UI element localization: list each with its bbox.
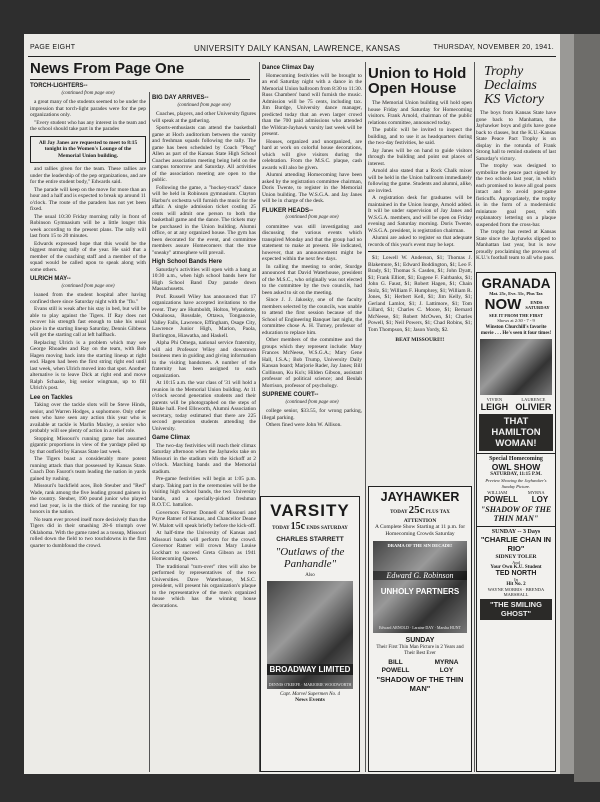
paragraph: A registration desk for graduates will be maintained in the Union lounge, Arnold added. It will be under supervision of Jay Janes and W.S.G.A. members, and will be open on Friday evening and Saturday morning. Doris Twente, W.S.G.A. president, is registration chairman.	[368, 195, 472, 234]
paragraph: Coaches, players, and other University figures will speak at the gathering.	[152, 111, 256, 124]
granada-name: GRANADA	[481, 276, 551, 291]
paragraph: Arnold also stated that a Rock Chalk mixer will be held in the Union ballroom immediately following the game. Students and alumni, alike, are invited.	[368, 168, 472, 194]
in-text: In	[514, 577, 518, 582]
paragraph: In calling the meeting to order, Sturdge announced that David Waterhouse, president of the M.S.C., who originally was not elected to the committee by the two councils, had been asked to sit on the meeting.	[262, 263, 362, 296]
morris-marshall: WAYNE MORRIS · BRENDA MARSHALL	[487, 587, 545, 597]
headline-rule	[30, 79, 250, 80]
paragraph: Houses, organized and unorganized, are hard at work on colorful house decorations, which will give visitors during the celebration. From the M.S.C. plaque, cash awards will also be given.	[262, 138, 362, 171]
owl-actor1-last: POWELL	[483, 495, 519, 504]
paragraph: Following the game, a "hockey-track" dance will be held in Robinson gymnasium. Clayton Harbur's orchestra will furnish the music for the affair. A single admission ticket costing 25 cents will admit one person to both the basketball game and the dance. The tickets may be purchased in the Union building. Alumni office, or at any organized house. The gym has been decorated for the event, and committee members assure Homecomers that the true "sneaky" atmosphere will prevail.	[152, 184, 256, 256]
varsity-serial: Capt. Marvel Supermen No. 4	[280, 692, 340, 697]
actor-first-name: BILL	[388, 659, 403, 666]
continued-note: (continued from page one)	[285, 399, 339, 405]
paragraph: a great many of the students seemed to be under the impression that torch-light parades were for the pep organizations only.	[30, 99, 146, 118]
ku-student: Your Own K.U. Student	[490, 565, 542, 570]
jayhawker-special-show: A Complete Show Starting at 11 p.m. for Homecoming Crowds Saturday	[374, 524, 466, 537]
paragraph: At half-time the University of Kansas and Missouri bands will perform for the crowd. Governor Ratner will crown Mary Louise Lockhart to succeed Greta Gibson as 1941 Homecoming Queen.	[152, 530, 256, 562]
newspaper-page	[24, 34, 560, 774]
jayhawker-name: JAYHAWKER	[380, 490, 460, 504]
paragraph: Saturday's activities will open with a bang at 10:30 a.m., when high school bands here for High School Band Day parade down Massachusetts.	[152, 266, 256, 292]
jayhawker-attention: ATTENTION	[403, 518, 437, 524]
paragraph: Replacing Ulrich is a problem which may see George Rhoades and Ray on the team, with Bob Hagen moving back into the starting lineup at right end. Hagen had been the first string right end until last week, when Ulrich moved into that spot. Another alternative is to leave Dick at right end and move Ralph Schaake, big senior wingman, up to fill Ulrich's post.	[30, 339, 146, 391]
varsity-theater-ad	[260, 496, 360, 772]
granada-prices: Mat. 25c, Eve. 31c, Plus Tax	[489, 291, 543, 296]
poster-cast: Edward ARNOLD · Laraine DAY · Marsha HUNT	[378, 625, 462, 630]
paper-title: UNIVERSITY DAILY KANSAN, LAWRENCE, KANSAS	[194, 44, 401, 53]
hamilton-title-1: THAT	[503, 416, 529, 427]
paragraph: Sports-enthusiasts can attend the basketball game at Hoch auditorium between the varsity and freshman squads following the rally. The game has been scheduled by Coach "Phog" Allen as part of the Kansas State High School Coaches association meeting being held on the campus tomorrow and Saturday. All activities of the association meeting are open to the public.	[152, 125, 256, 183]
subhead-bands: High School Bands Here	[152, 259, 223, 265]
paragraph: Alpha Phi Omega, national service fraternity, will aid Professor Wiley and downtown business men in guiding and giving information to the visiting bandsmen. A number of the fraternity has been assigned to each organization.	[152, 340, 256, 379]
jayhawker-tax: PLUS TAX	[425, 510, 450, 515]
hamilton-title-3: WOMAN!	[495, 438, 537, 449]
jay-janes-notice: All Jay Janes are requested to meet to 8:15 tonight in the Women's Lounge of the Memorial Union building.	[30, 136, 146, 164]
subhead-tackles: Lee on Tackles	[30, 394, 73, 401]
paragraph: The trophy was designed to symbolize the peace pact signed by the two schools last year, in which each promised to leave all goal posts intact and to avoid post-game fisticuffs. Appropriately, the trophy is in the form of a modernistic miniature goal post, with explanatory lettering on a plaque suspended from the cross-bar.	[476, 163, 556, 228]
unholy-partners-poster	[373, 541, 467, 633]
varsity-news: News Events	[295, 697, 325, 703]
owl-actor2: MYRNA	[527, 490, 545, 495]
paragraph: loaned from the student hospital after having confined there since Saturday night with the "flu."	[30, 292, 146, 305]
varsity-ends: ENDS SATURDAY	[306, 526, 348, 531]
actor-last-name: POWELL	[381, 666, 410, 674]
sidney-toler: SIDNEY TOLER	[495, 554, 537, 560]
varsity-feature: BROADWAY LIMITED	[267, 664, 353, 675]
jayhawker-thin-man-title: "SHADOW OF THE THIN MAN"	[376, 675, 464, 693]
column-4	[368, 62, 472, 477]
page-number: PAGE EIGHT	[30, 44, 76, 51]
trophy-headline-3: KS Victory	[484, 92, 545, 107]
paragraph: The Memorial Union building will hold open house Friday and Saturday for Homecoming visitors. Frank Arnold, chairman of the public relations committee, announced today.	[368, 100, 472, 126]
granada-churchill: Winston Churchill's favorite movie . . . He's seen it four times!	[480, 325, 552, 336]
special-homecoming: Special Homecoming	[489, 456, 543, 462]
page-edge-shadow	[560, 34, 574, 774]
varsity-price: 15c	[290, 521, 306, 532]
column-divider	[149, 92, 150, 772]
paragraph: and rallies given for the team. These rallies are under the leadership of the pep organizations, and are for the entire student body," Edwards said.	[30, 166, 146, 185]
varsity-today: TODAY	[272, 526, 290, 531]
paragraph: Stopping Missouri's running game has assumed gigantic proportions in view of the yardage piled up by that outfield by Kansas State last week.	[30, 435, 146, 455]
continued-note: (continued from page one)	[61, 283, 115, 289]
paragraph: No team ever proved itself more decisively than the Tigers did in their smashing 28-6 triumph over Oklahoma. With the game rated as a tossup, Missouri rolled down the field to two touchdowns in the first quarter to dumbfound the crowd.	[30, 516, 146, 549]
column-divider	[474, 62, 475, 772]
granada-actor2-last: OLIVIER	[515, 402, 552, 412]
actor-last-name: LOY	[439, 666, 454, 674]
paragraph: Evans still is weak after his stay in bed, but will be able to play against the Tigers. If Ray does not recover his strength fast enough to take his usual place in the starting lineup Saturday, Dennis Gibbens will get the starting call at left halfback.	[30, 306, 146, 338]
paragraph: The public will be invited to inspect the building, and to use it as headquarters during the two-day festivities, he said.	[368, 127, 472, 146]
paragraph: "Every student who has any interest in the team and the school should take part in the parades	[30, 119, 146, 132]
issue-date: THURSDAY, NOVEMBER 20, 1941.	[433, 44, 554, 51]
paragraph: Homecoming festivities will be brought to an end Saturday night with a dance in the Memorial Union ballroom from 8:30 to 11:30. Russ Chambers' band will furnish the music. Admission will be 75 cents, including tax. Jim Burdge, University dance manager, predicted today that an even larger crowd than the 700 paid admissions who attended the Wildcat-Jayhawk varsity last week will be present.	[262, 72, 362, 137]
paragraph: The traditional "turn-over" rites will also be performed by representatives of the two Universities. Dave Waterhouse, M.S.C. president, will present his organization's plaque to the representative of the men's organized house which has the winning house decorations.	[152, 563, 256, 609]
continued-note: (continued from page one)	[285, 215, 339, 220]
paragraph: Prof. Russell Wiley has announced that 17 organizations have accepted invitations to the event. They are Humboldt, Holton, Wyandotte, Oskaloosa, Rossdale, Ottawa, Tonganoxie, Valley Falls, Lawrence, Effingham, Osage City, Lawrence Junior High, Marion, Paola, Burlington, Hiawatha, and Haskell.	[152, 293, 256, 339]
column-rule	[368, 251, 472, 252]
jayhawker-price: 25c	[408, 504, 425, 516]
column-divider	[365, 62, 366, 772]
owl-note: Preview Showing the Jayhawker's Sunday Picture.	[485, 478, 547, 489]
paragraph: Missouri's backfield aces, Bob Steuber and "Red" Wade, rank among the five leading ground gainers in the country. Steuber, 190 pound junior who played end last year, is in the thick of the running for top honors in the nation.	[30, 483, 146, 515]
hamilton-title-block	[479, 414, 553, 451]
jayhawker-pair-note: Their First Thin Man Picture in 2 Years and Their Best Ever	[376, 645, 464, 656]
varsity-title: "Outlaws of the Panhandle"	[275, 546, 345, 570]
granada-see-it: SEE IT FROM THE FIRST	[488, 313, 544, 318]
paragraph: Jay Janes will be on hand to guide visitors through the building and point out places of interest.	[368, 147, 472, 167]
owl-actor1: WILLIAM	[487, 490, 508, 495]
charlie-chan-title: "CHARLIE CHAN IN RIO"	[480, 535, 552, 553]
leigh-olivier-photo	[480, 339, 552, 395]
paragraph: Alumni are asked to register so that adequate records of this year's event may be kept.	[368, 235, 472, 248]
broadway-limited-poster	[267, 581, 353, 689]
granada-actor2: LAURENCE	[521, 397, 546, 402]
hamilton-title-2: HAMILTON	[491, 427, 541, 438]
paragraph: Edwards expressed hope that this would be the biggest morning rally of the year. He said that a member of the coaching staff and a member of the squad would be called upon to speak along with some others.	[30, 240, 146, 273]
paragraph: committee was still investigating and discussing the various events which transpired Monday and that the group had no statement to make at present. He indicated, however, that an announcement might be expected within the next few days.	[262, 223, 362, 262]
page-edge-shadow-outer	[574, 34, 600, 782]
paragraph: The Tigers boast a considerably more potent running attack than that possessed by Kansas State. Coach Don Faurot's team leading the nation in yards gained by rushing.	[30, 456, 146, 482]
granada-actor1: VIVIEN	[486, 397, 503, 402]
varsity-also: Also	[305, 573, 315, 578]
column-5	[476, 62, 556, 292]
poster-tagline: DRAMA OF THE SIN DECADE!	[387, 543, 453, 548]
column-2	[152, 92, 256, 802]
sunday-run: SUNDAY -- 3 Days	[491, 529, 541, 535]
owl-actor2-last: LOY	[531, 495, 549, 504]
granada-theater-ad	[476, 272, 556, 772]
continued-note: (continued from page one)	[177, 102, 231, 108]
paragraph: Other members of the committee and the groups which they represent include: Mary Frances McNeese, W.S.G.A.; Mary Gene Hall, I.S.A.; Bob Trump, University Daily Kansan board; Marjorie Rader, Jay Janes; Bill Collinson, Ku Ku's; Hilden Gibson, assistant professor of political science; and Beulah Morrison, professor of psychology.	[262, 337, 362, 389]
paragraph: The parade will keep on the move for more than an hour and a half and is expected to break up around 11 o'clock. The route of the paraders has not yet been fixed.	[30, 186, 146, 212]
column-3	[262, 62, 362, 517]
subhead-dance: Dance Climax Day	[262, 65, 315, 71]
paragraph: Others fined were John W. Allison.	[266, 422, 342, 428]
hit-no-2: Hit No. 2	[506, 582, 526, 587]
owl-title: "SHADOW OF THE THIN MAN"	[480, 505, 552, 523]
paragraph: Governors Forrest Donnell of Missouri and Payne Ratner of Kansas, and Chancellor Deane W. Malott will speak briefly before the kick-off.	[152, 509, 256, 529]
story-head-ulrich: ULRICH MAY--	[30, 276, 71, 282]
poster-title: UNHOLY PARTNERS	[380, 587, 460, 596]
column-divider	[259, 62, 260, 772]
owl-show: OWL SHOW	[491, 462, 541, 472]
ted-north: TED NORTH	[495, 570, 537, 577]
paragraph: The boys from Kansas State have gone back to Manhattan, the Jayhawker boys and girls have gone back to classes, but the K.U.-Kansas State Peace Pact Trophy is on display in the rotunda of Frank Strong hall to remind students of last Saturday's victory.	[476, 110, 556, 162]
granada-actor1-last: LEIGH	[480, 402, 509, 412]
story-head-supreme-court: SUPREME COURT--	[262, 392, 319, 398]
main-headline: News From Page One	[30, 60, 185, 77]
varsity-star: CHARLES STARRETT	[276, 536, 344, 543]
varsity-name: VARSITY	[270, 501, 350, 520]
jayhawker-today: TODAY	[390, 510, 408, 515]
actor-first-name: MYRNA	[434, 659, 459, 666]
trophy-headline-1: Trophy	[484, 64, 524, 79]
story-head-big-day: BIG DAY ARRIVES--	[152, 95, 209, 101]
union-headline: Union to Hold Open House	[368, 65, 467, 97]
and-text: And	[512, 560, 520, 565]
jayhawker-theater-ad	[368, 486, 472, 772]
contributor-list: $1; Lowell W. Anderson, $1; Thomas J. Blakemore, $1; Edward Boddington, $1; Leo F. Brady, $1; Thomas S. Casden, $1; John Dyatt, $1; Frank Elliott, $1; Eugene F. Fairbanks, $1; John G. Faust, $1; Robert Hagen, $1; Chain Stolz, $1; William F. Humphrey, $1; William R. Jones, $1; Herbert Kell, $1; Jim Kelly, $1; Gerland Lamlot, $1; J. Lattimore, $1; Tom Lillard, $1; Charles C. Moore, $1; Bernard McNeese, $1; Robert McOwen, $1; Charles Powell, $1; Neil Powers, $1; Chad Robins, $1; Tom Thompson, $1; Jason Yordy, $2.	[368, 255, 472, 333]
subhead-game-climax: Game Climax	[152, 435, 191, 441]
paragraph: The trophy has rested at Kansas State since the Jayhawks slipped to Manhattan last year, but is now proudly proclaiming the prowess of K.U.'s football team to all who pass.	[476, 229, 556, 261]
paragraph: The usual 10:30 Friday morning rally in front of Robinson Gymnasium will be a little longer this week according to the present plans. The rally will last from 15 to 20 minutes.	[30, 213, 146, 239]
granada-ends: ENDS SATURDAY	[525, 299, 550, 310]
page-header	[24, 42, 560, 56]
trophy-headline-2: Declaims	[484, 78, 537, 93]
owl-time: SATURDAY, 11:15 P.M.	[490, 472, 542, 477]
paragraph: Alumni attending Homecoming have been asked by the registration committee chairman, Doris Twente, to register in the Memorial Union building. The W.S.G.A. and Jay Janes will be in charge of the desk.	[262, 172, 362, 204]
paragraph: At 10:15 a.m. the war class of '31 will hold a reunion in the Memorial Union building. At 11 o'clock second generation students and their parents will be photographed on the steps of Blake hall. Fred Ellsworth, Alumni Association secretary, today estimated that there are 225 second generation students attending the University.	[152, 380, 256, 432]
granada-now: NOW	[484, 296, 522, 313]
jayhawker-sunday: SUNDAY	[405, 637, 435, 644]
varsity-cast: DENNIS O'KEEFE · MARJORIE WOODWORTH	[268, 682, 352, 687]
beat-missouri-slogan: BEAT MISSOURI!!!	[395, 337, 445, 343]
paragraph: college senior, $33.55, for wrong parking, illegal parking.	[262, 408, 362, 421]
paragraph: Pre-game festivities will begin at 1:05 p.m. sharp. Taking part in the ceremonies will be the visiting high school bands, the two University bands, and a specially-picked freshman R.O.T.C. battalion.	[152, 476, 256, 508]
paragraph: Since J. J. Jakosky, one of the faculty members selected by the councils, was unable to attend the first session because of the School of Engineering Banquet last night, the committee chose A. H. Turney, professor of education to replace him.	[262, 297, 362, 336]
story-head-torch: TORCH-LIGHTERS--	[30, 83, 88, 89]
smiling-ghost-title: "THE SMILING GHOST"	[480, 599, 552, 620]
header-rule	[28, 56, 556, 57]
paragraph: Taking over the tackle slots will be Steve Hinds, senior, and Warren Hodges, a sophomore. Only other men who have seen any action this year who is available at tackle is Marlin Maxley, a senior who probably will see plenty of action in a relief role.	[30, 402, 146, 434]
continued-note: (continued from page one)	[61, 90, 115, 96]
paragraph: The two-day festivities will reach their climax Saturday afternoon when the Jayhawks take on Missouri in the stadium with the kickoff at 2 o'clock. Marching bands and the Memorial stadium.	[152, 442, 256, 475]
story-head-fluker: FLUKER HEADS--	[262, 207, 313, 214]
granada-shows: Shows at 2:30 - 7 - 9	[497, 318, 535, 323]
poster-star: Edward G. Robinson	[373, 571, 467, 580]
